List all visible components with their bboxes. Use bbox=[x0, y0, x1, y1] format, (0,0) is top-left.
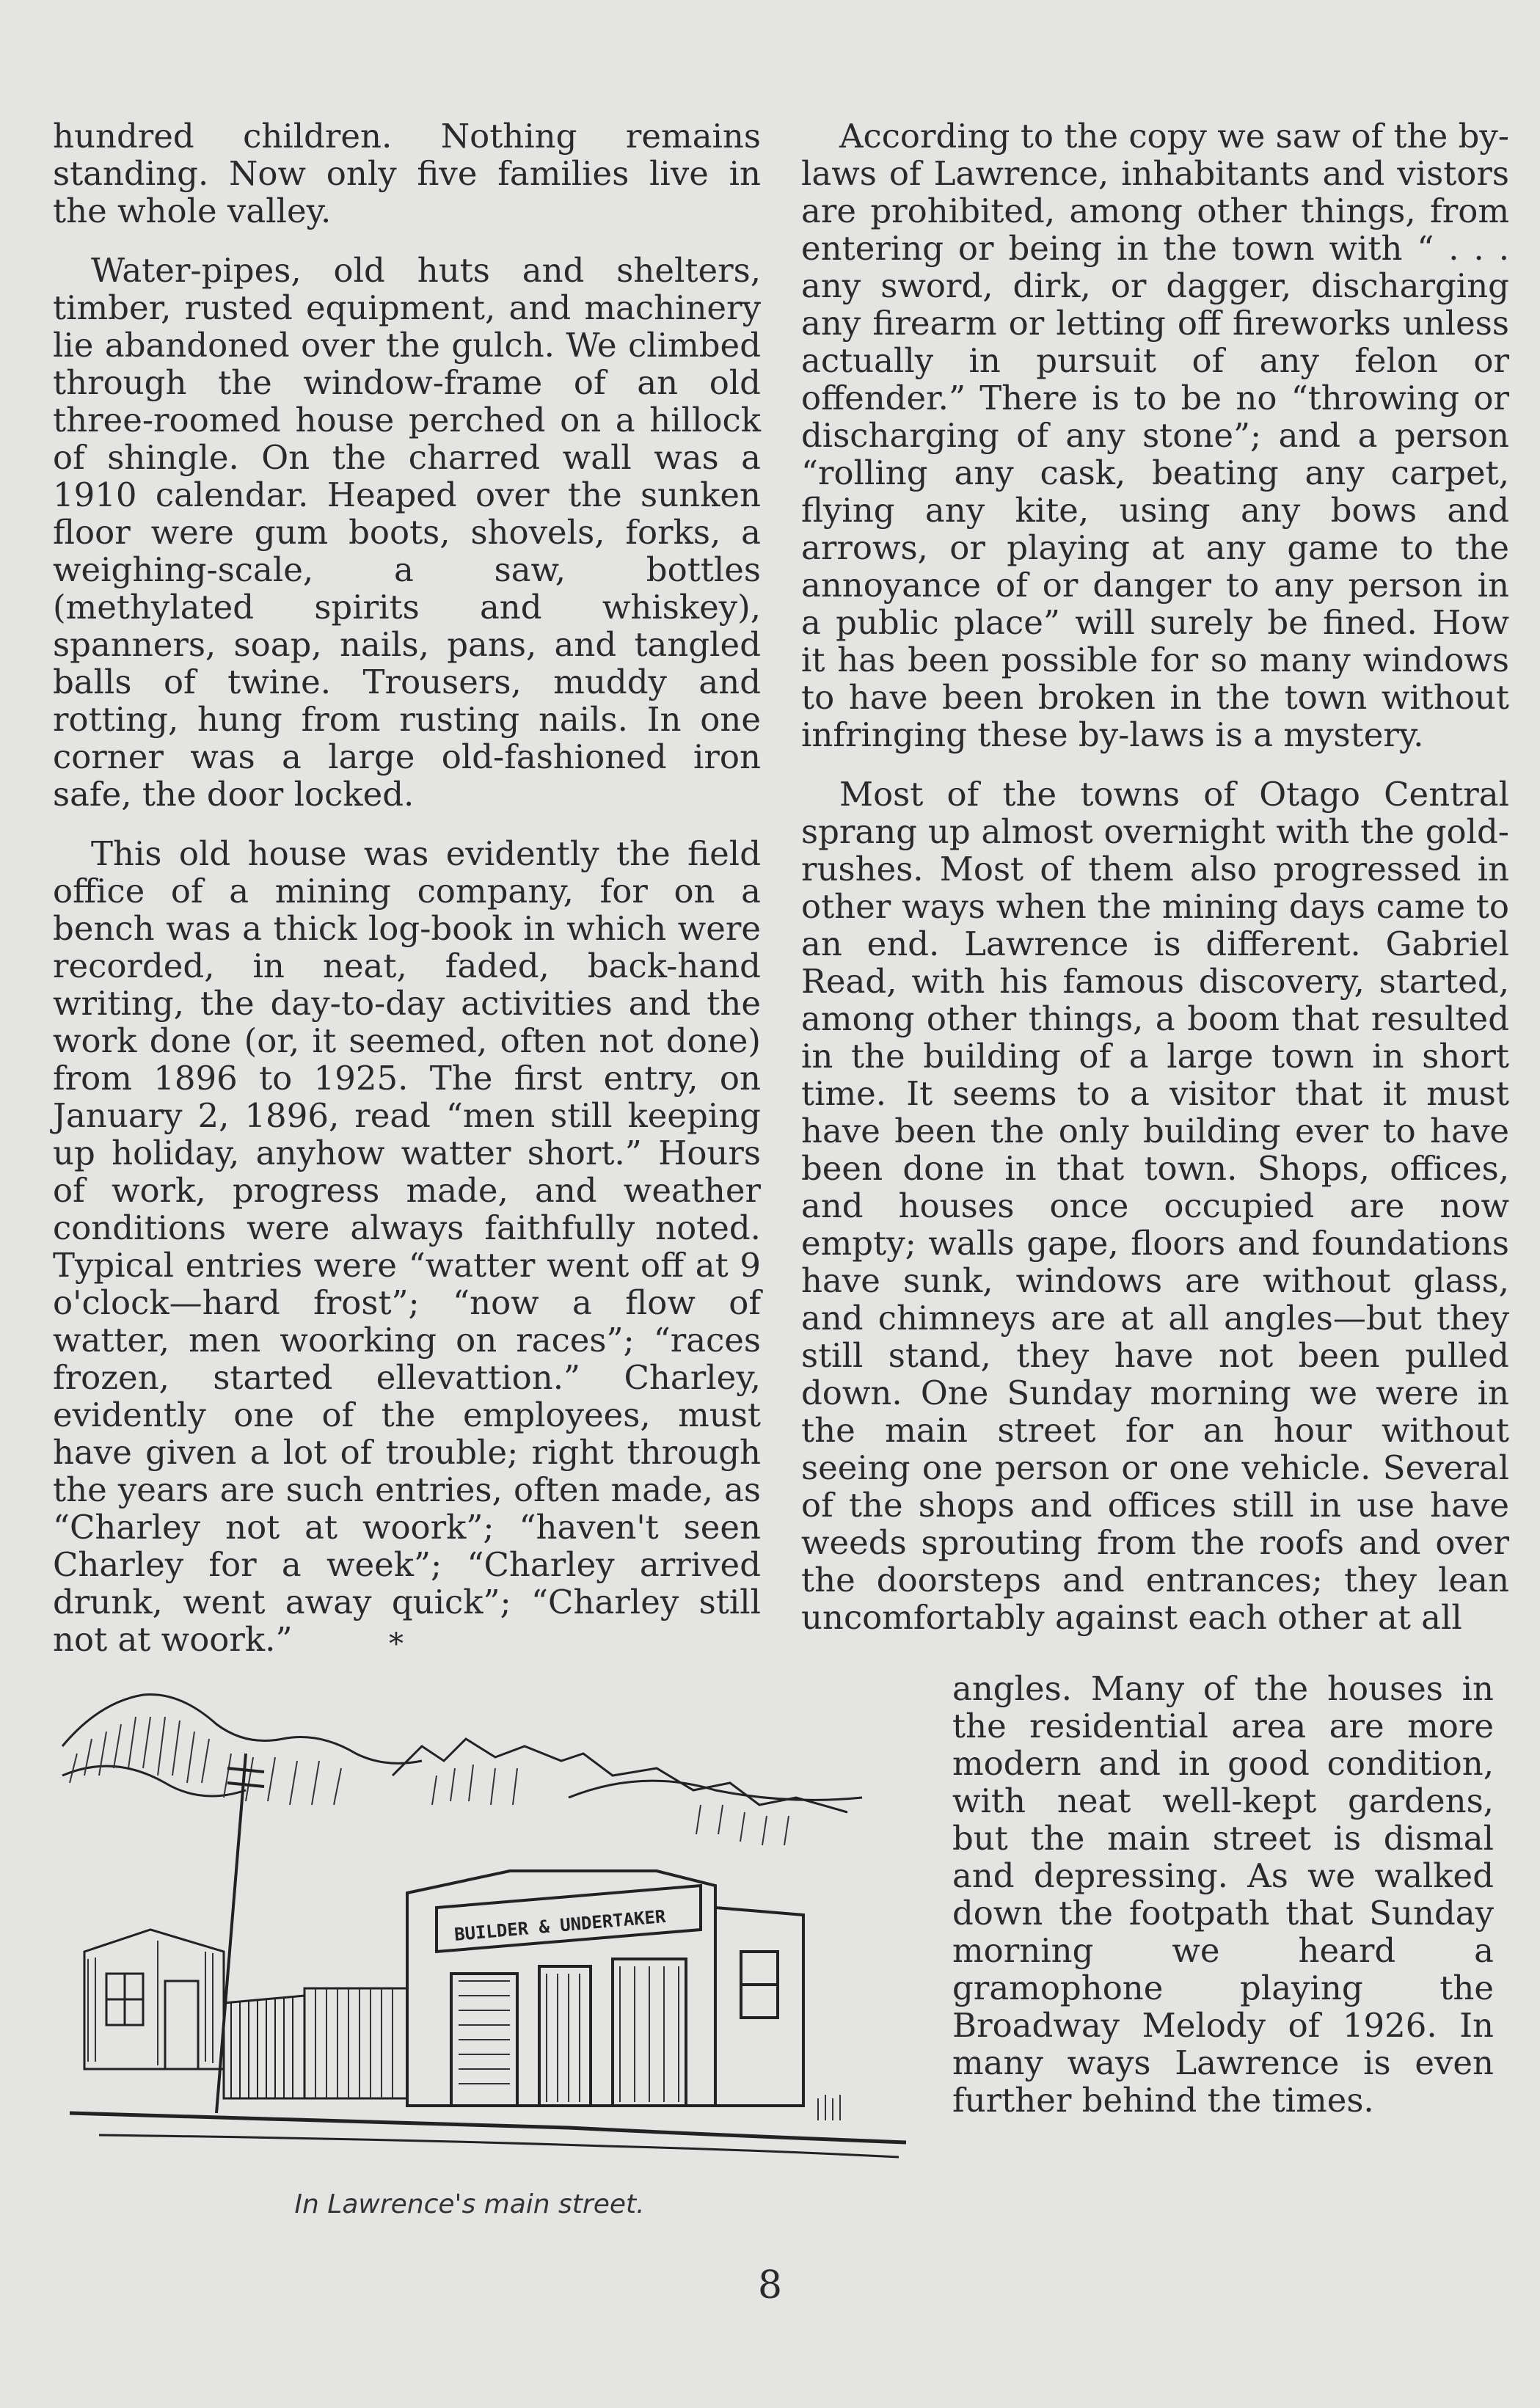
right-column bbox=[801, 117, 1509, 1636]
paragraph: hundred children. Nothing remains standing. Now only five families live in the whole valley. bbox=[53, 117, 761, 230]
street-illustration bbox=[55, 1688, 935, 2164]
paragraph: This old house was evidently the field office of a mining company, for on a bench was a thick log-book in which were recorded, in neat, faded, back-hand writing, the day-to-day activities and the work done (or, it seemed, often not done) from 1896 to 1925. The first entry, on January 2, 1896, read “men still keeping up holiday, anyhow watter short.” Hours of work, progress made, and weather conditions were always faithfully noted. Typical entries were “watter went off at 9 o'clock—hard frost”; “now a flow of watter, men woorking on races”; “races frozen, started ellevattion.” Charley, evidently one of the employees, must have given a lot of trouble; right through the years are such entries, often made, as “Charley not at woork”; “haven't seen Charley for a week”; “Charley arrived drunk, went away quick”; “Charley still not at woork.” bbox=[53, 834, 761, 1659]
paragraph-continuation: angles. Many of the houses in the residential area are more modern and in good condition, with neat well-kept gardens, but the main street is dismal and depressing. As we walked down the footpath that Sunday morning we heard a gramophone playing the Broadway Melody of 1926. In many ways Lawrence is even further behind the times. bbox=[952, 1669, 1494, 2120]
figure-caption: In Lawrence's main street. bbox=[294, 2189, 645, 2219]
paragraph: Most of the towns of Otago Central sprang up almost overnight with the gold-rushes. Most of them also progressed in other ways when the mining days came to an end. Lawrence is different. Gabriel Read, with his famous discovery, started, among other things, a boom that resulted in the building of a large town in short time. It seems to a visitor that it must have been the only building ever to have been done in that town. Shops, offices, and houses once occupied are now empty; walls gape, floors and foundations have sunk, windows are without glass, and chimneys are at all angles—but they still stand, they have not been pulled down. One Sunday morning we were in the main street for an hour without seeing one person or one vehicle. Several of the shops and offices still in use have weeds sprouting from the roofs and over the doorsteps and entrances; they lean uncomfortably against each other at all bbox=[801, 775, 1509, 1637]
paragraph: Water-pipes, old huts and shelters, timber, rusted equipment, and machinery lie abandoned over the gulch. We climbed through the window-frame of an old three-roomed house perched on a hillock of shingle. On the charred wall was a 1910 calendar. Heaped over the sunken floor were gum boots, shovels, forks, a weighing-scale, a saw, bottles (methylated spirits and whiskey), spanners, soap, nails, pans, and tangled balls of twine. Trousers, muddy and rotting, hung from rusting nails. In one corner was a large old-fashioned iron safe, the door locked. bbox=[53, 251, 761, 814]
paragraph: According to the copy we saw of the by-laws of Lawrence, inhabitants and vistors are prohibited, among other things, from entering or being in the town with “ . . . any sword, dirk, or dagger, discharging any firearm or letting off fireworks unless actually in pursuit of any felon or offender.” There is to be no “throwing or discharging of any stone”; and a person “rolling any cask, beating any carpet, flying any kite, using any bows and arrows, or playing at any game to the annoyance of or danger to any person in a public place” will surely be fined. How it has been possible for so many windows to have been broken in the town without infringing these by-laws is a mystery. bbox=[801, 117, 1509, 754]
section-separator: * bbox=[389, 1627, 404, 1661]
left-column bbox=[53, 117, 761, 1680]
page-number: 8 bbox=[757, 2263, 783, 2307]
shop-sign-text: BUILDER & UNDERTAKER bbox=[453, 1905, 667, 1945]
